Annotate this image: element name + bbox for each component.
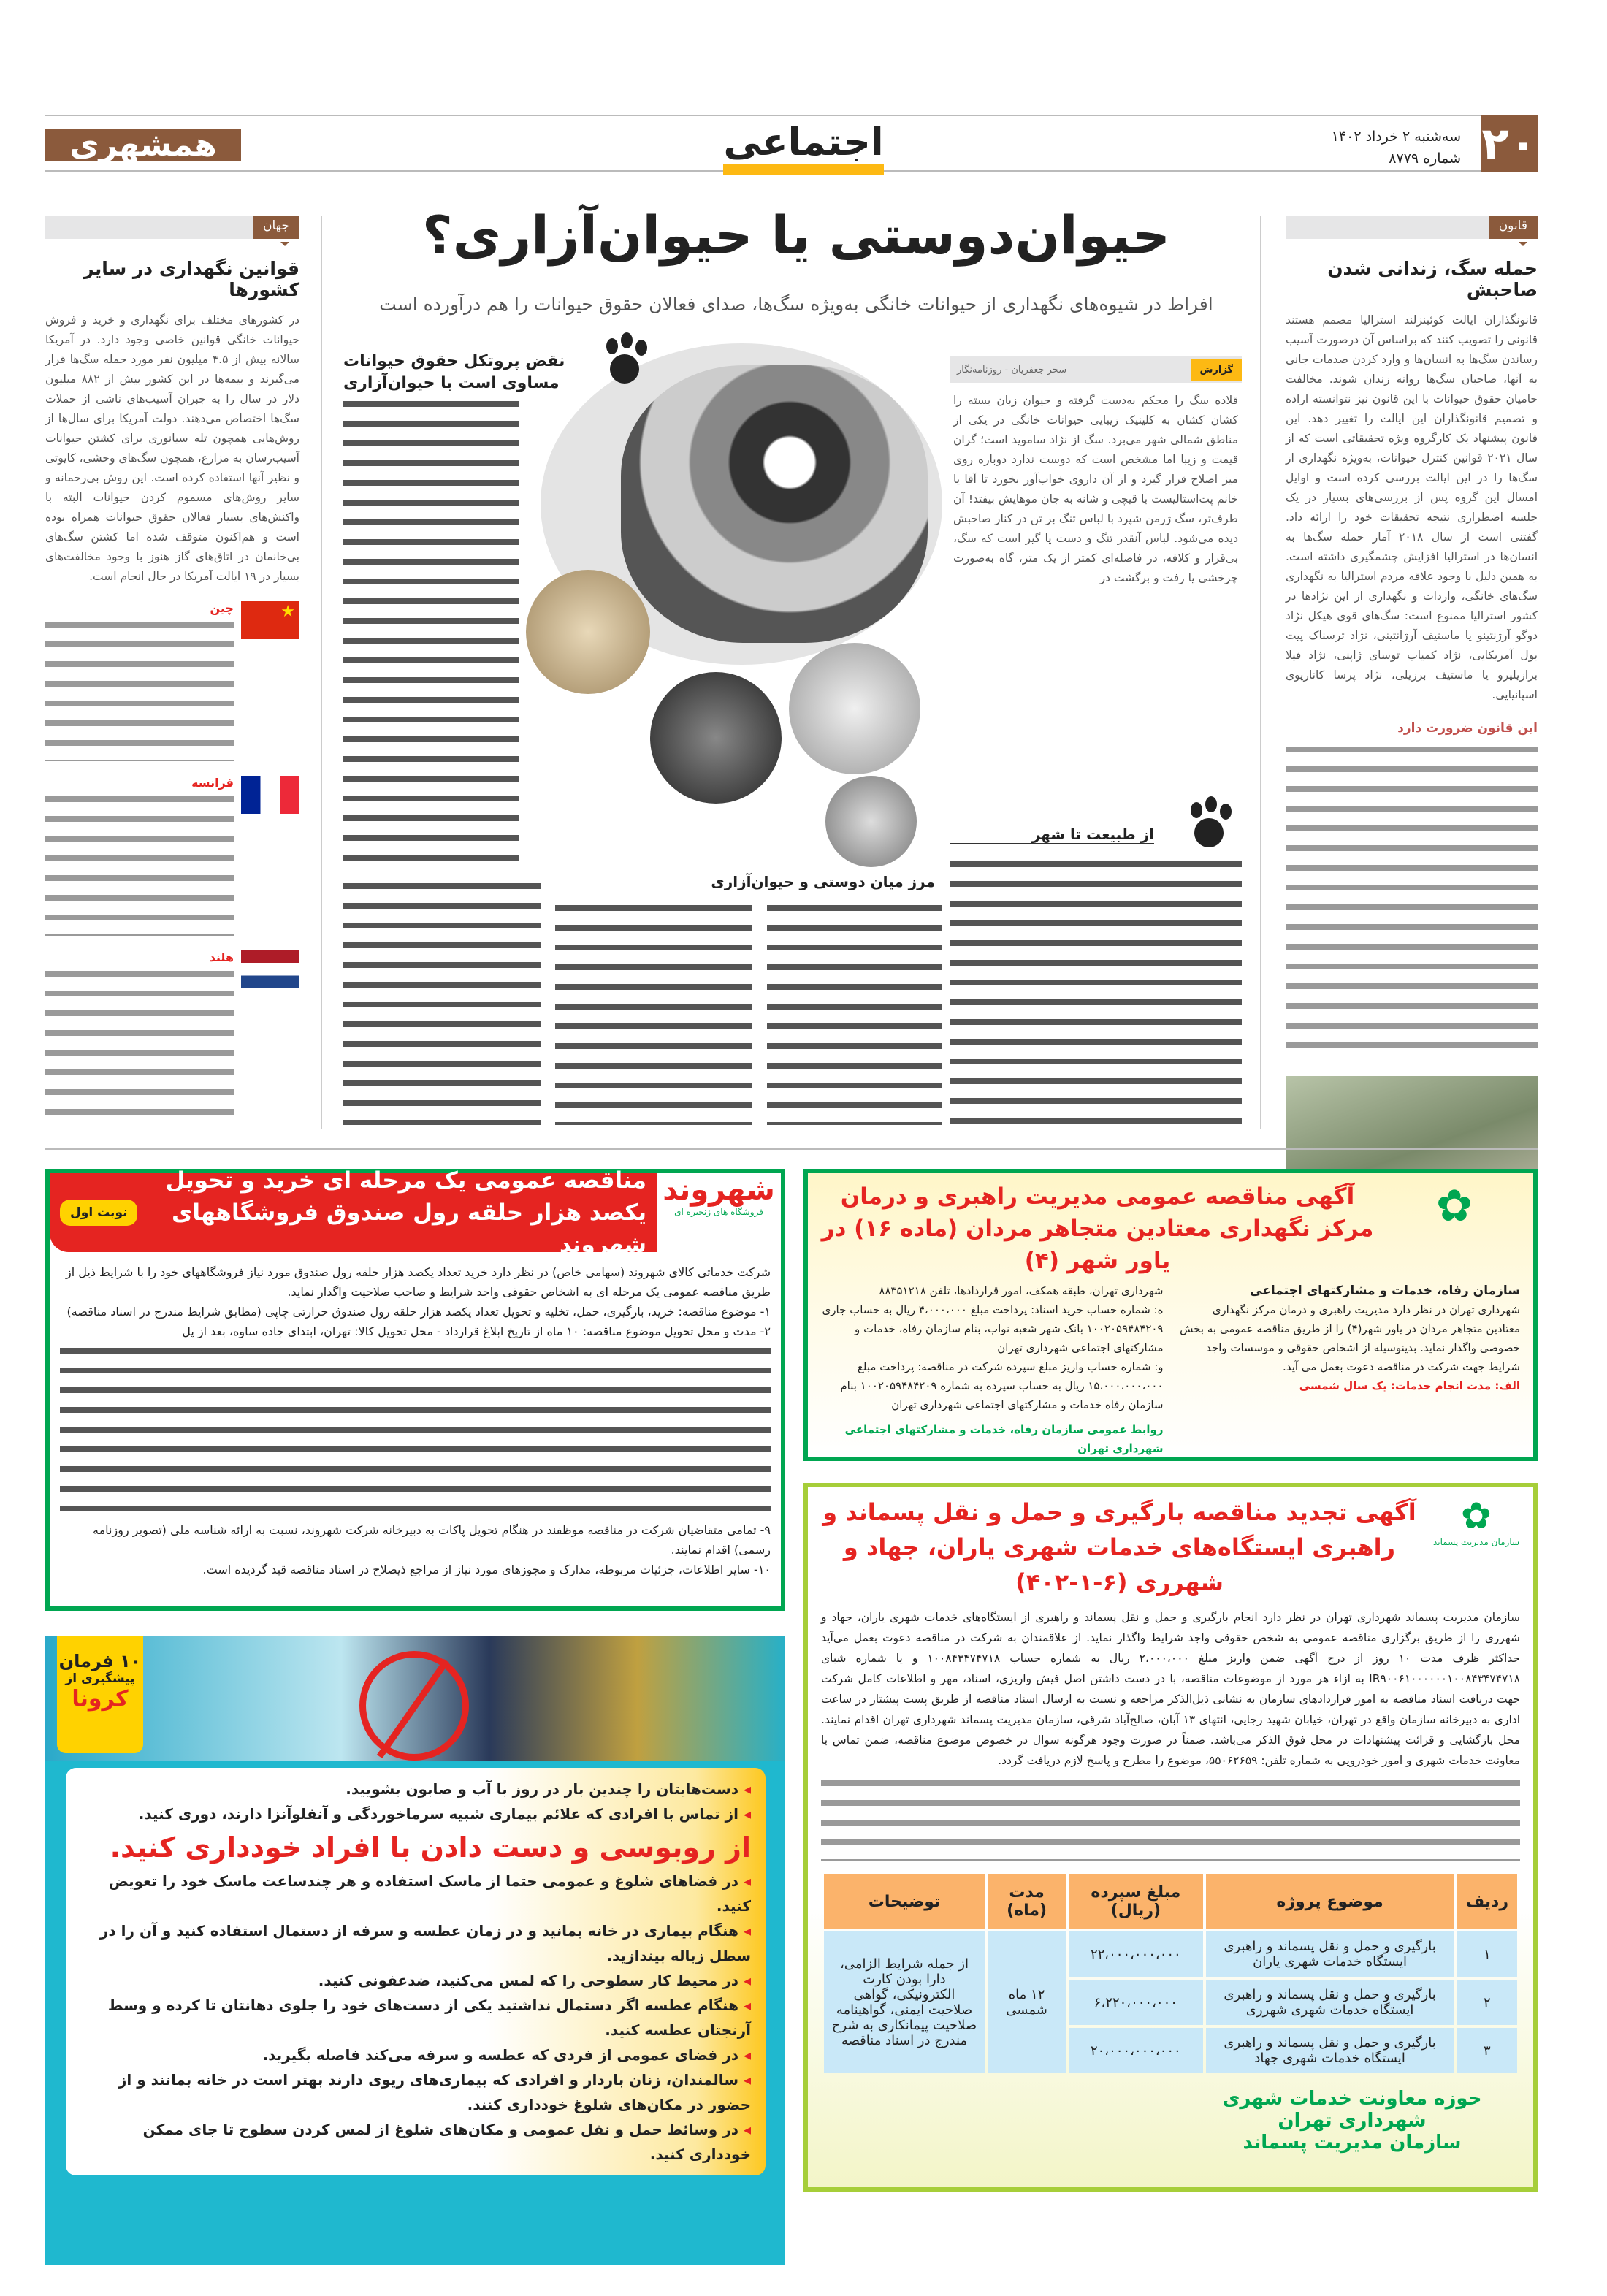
- ad-item: الف: مدت انجام خدمات: یک سال شمسی: [1299, 1379, 1520, 1392]
- column-divider: [1260, 216, 1261, 1129]
- main-subtitle: افراط در شیوه‌های نگهداری از حیوانات خانگی به‌ویژه سگ‌ها، صدای فعالان حقوق حیوانات را هم درآورده است: [379, 294, 1213, 315]
- newspaper-logo: همشهری: [45, 129, 241, 161]
- tip-item: ◂ دست‌هایتان را چندین بار در روز با آب و صابون بشویید.: [80, 1777, 751, 1801]
- ad-title: مناقصه عمومی یک مرحله ای خرید و تحویل یکصد هزار حلقه رول صندوق فروشگاههای شهروند: [165, 1167, 646, 1258]
- deposit-amount: ۲۰،۰۰۰،۰۰۰،۰۰۰: [1069, 2028, 1202, 2073]
- column-divider: [321, 216, 322, 1129]
- row-number: ۲: [1457, 1980, 1517, 2025]
- ad-body: [50, 1252, 781, 1590]
- subhead-border: مرز میان دوستی و حیوان‌آزاری: [711, 873, 935, 890]
- ad-col-left: [821, 1281, 1164, 1458]
- country-name: فرانسه: [191, 776, 234, 790]
- waste-logo: [1432, 1495, 1520, 1600]
- france-flag-icon: [241, 776, 299, 814]
- article-lead: قلاده سگ را محکم به‌دست گرفته و حیوان زبان بسته را کشان کشان به کلینیک زیبایی حیوانات خانگی در یکی از مناطق شمالی شهر می‌برد. سگ از نژاد ساموید است؛ گران قیمت و زیبا اما مشخص است که دوست ندارد دوباره روی میز اصلاح قرار گیرد و از آن داروی خواب‌آور بخورد تا آقا یا خانم پت‌استالیست با قیچی و شانه به جان موهایش بیفتد! آن طرف‌تر، سگ ژرمن شپرد با لباس تنگ بر تن در کنار صاحبش دیده می‌شود. لباس آنقدر تنگ و دست پا گیر است که سگ، بی‌قرار و کلافه، در فاصله‌ای کمتر از یک متر، گاه به‌صورت چرخشی یا رفت و برگشت در: [953, 394, 1238, 584]
- article-title: قوانین نگهداری در سایر کشورها: [83, 258, 299, 300]
- issue-number: شماره ۸۷۷۹: [1389, 150, 1461, 167]
- column-header: توضیحات: [824, 1874, 985, 1929]
- column-header: مبلغ سپرده (ریال): [1069, 1874, 1202, 1929]
- project-subject: بارگیری و حمل و نقل پسماند و راهبری ایستگاه خدمات شهری شهرری: [1206, 1980, 1454, 2025]
- paw-print-icon: [606, 332, 657, 384]
- no-handshake-icon: [359, 1651, 469, 1761]
- paw-print-icon: [1191, 796, 1242, 847]
- ads-divider: [45, 1148, 1538, 1150]
- netherlands-flag-icon: [241, 950, 299, 988]
- deposit-amount: ۶،۲۲۰،۰۰۰،۰۰۰: [1069, 1980, 1202, 2025]
- section-tag: [1286, 216, 1538, 239]
- tip-item: ◂ از تماس با افرادی که علائم بیماری شبیه سرماخوردگی و آنفلوآنزا دارند، دوری کنید.: [80, 1801, 751, 1826]
- tip-item: ◂ سالمندان، زنان باردار و افرادی که بیماری‌های ریوی دارند بهتر است در خانه بمانند و از حضور در مکان‌های شلوغ خودداری کنند.: [80, 2067, 751, 2117]
- footer-line: حوزه معاونت خدمات شهری شهرداری تهران: [1222, 2088, 1482, 2132]
- ad-corona: [45, 1636, 785, 2265]
- municipality-emblem-icon: ✿: [1461, 1495, 1492, 1537]
- ad-items-continued: [60, 1341, 771, 1520]
- article-title: حمله سگ، زندانی شدن صاحبش: [1327, 258, 1538, 300]
- ad-title: آگهی تجدید مناقصه بارگیری و حمل و نقل پسماند و راهبری ایستگاه‌های خدمات شهری یاران، جهاد و شهرری (۶-۱-۴۰۲): [822, 1498, 1416, 1596]
- article-body: [555, 899, 752, 1125]
- ad-item: ۲- مدت و محل تحویل موضوع مناقصه: ۱۰ ماه از تاریخ ابلاغ قرارداد - محل تحویل کالا: تهران، ابتدای جاده ساوه، بعد از پل: [182, 1324, 771, 1338]
- project-table: [821, 1872, 1520, 2076]
- section-label: اجتماعی: [723, 121, 883, 175]
- article-body-continued: [1286, 740, 1538, 1054]
- notes: از جمله شرایط الزامی، دارا بودن کارت الکترونیکی، گواهی صلاحیت ایمنی، گواهینامه صلاحیت پیمانکاری به شرح مندرج در اسناد مناقصه: [824, 1931, 985, 2073]
- tip-item: ◂ در فضاهای شلوغ و عمومی حتما از ماسک استفاده و هر چندساعت ماسک خود را تعویض کنید.: [80, 1869, 751, 1918]
- article-body: قانونگذاران ایالت کوئینزلند استرالیا مصمم هستند قانونی را تصویب کنند که براساس آن درصورت آسیب رساندن سگ‌ها به انسان‌ها و وارد کردن صدمات جانی به آنها، صاحبان سگ‌ها روانه زندان شوند. مخالفت حامیان حقوق حیوانات با این قانون نیز نتوانسته اراده و تصمیم قانونگذاران این ایالت را تغییر دهد. این قانون پیشنهاد یک کارگروه ویژه تحقیقاتی است که از سال ۲۰۲۱ قوانین کنترل حیوانات، به‌ویژه نگهداری از سگ‌ها را در این ایالت بررسی کرده است و اوایل امسال این گروه پس از بررسی‌های بسیار در یک جلسه اضطراری نتیجه تحقیقات خود را ارائه داد. گفتنی است از سال ۲۰۱۸ آمار حمله سگ‌ها به انسان‌ها در استرالیا افزایش چشمگیری داشته است. به همین دلیل با وجود علاقه مردم استرالیا به نگهداری سگ‌های خانگی، واردات و نگهداری از این نژادها در کشور استرالیا ممنوع است: سگ‌های قوی هیکل نژاد دوگو آرژنتینو یا ماستیف آرژانتینی، نژاد ترسناک پیت بول آمریکایی، نژاد کمیاب توسای ژاپنی، نژاد فیلا برازیلیرو یا ماستیف برزیلی، نژاد پرسا کاناریوی اسپانیایی.: [1286, 313, 1538, 701]
- page-number: ۲۰: [1481, 115, 1538, 172]
- welfare-logo: [1389, 1181, 1520, 1277]
- tip-item: ◂ در فضای عمومی از فردی که عطسه و سرفه می‌کند فاصله بگیرید.: [80, 2043, 751, 2067]
- country-name: هلند: [209, 950, 234, 964]
- shahrvand-logo: [657, 1173, 781, 1252]
- author-name: سحر جعفریان: [1011, 364, 1067, 375]
- ad-item: ۱۰- سایر اطلاعات، جزئیات مربوطه، مدارک و مجوزهای مورد نیاز از مراجع ذیصلاح در اسناد مناقصه قید گردیده است.: [202, 1563, 771, 1576]
- section-title: [657, 121, 950, 164]
- duration: ۱۲ ماه شمسی: [988, 1931, 1066, 2073]
- row-number: ۱: [1457, 1931, 1517, 1977]
- org-name: سازمان رفاه، خدمات و مشارکتهای اجتماعی: [1250, 1284, 1520, 1298]
- ad-intro: شرکت خدماتی کالای شهروند (سهامی خاص) در نظر دارد خرید تعداد یکصد هزار حلقه رول صندوق مورد نیاز فروشگاههای خود را با شرایط ذیل از طریق مناقصه عمومی یک مرحله ای به اشخاص حقوقی واجد شرایط و صاحب صلاحیت واگذار نماید.: [66, 1265, 771, 1299]
- country-china: [45, 601, 299, 761]
- article-body: [343, 877, 541, 1125]
- main-headline: حیوان‌دوستی یا حیوان‌آزاری؟: [421, 205, 1171, 266]
- ad-body: سازمان مدیریت پسماند شهرداری تهران در نظر دارد انجام بارگیری و حمل و نقل پسماند و راهبری از ایستگاه‌های خدمات شهری یاران، جهاد و شهرری را از طریق برگزاری مناقصه عمومی به شخص حقوقی واجد شرایط واگذار نماید. از علاقمندان به شرکت در مناقصه دعوت بعمل می‌آید حداکثر ظرف مدت ۱۰ روز از درج آگهی ضمن واریز مبلغ ۲،۰۰۰،۰۰۰ ریال به شماره حساب ۱۰۰۸۴۳۴۷۴۷۱۸ و یا شماره شبای IR۹۰۰۶۱۰۰۰۰۰۰۱۰۰۸۴۳۴۷۴۷۱۸ به ازاء هر مورد از موضوعات مناقصه، با در دست داشتن اصل فیش واریزی، اسناد، مهر و اطلاعات کامل شرکت جهت دریافت اسناد مناقصه به امور قراردادهای سازمان به نشانی ذیل‌الذکر مراجعه و نسبت به ارسال اسناد مناقصه از طریق پست پیشتاز در ساعت اداری به دبیرخانه سازمان واقع در تهران، خیابان شهید رجایی، انتهای ۱۳ آبان، صالح‌آباد شرقی، سازمان مدیریت پسماند شهرداری تهران اقدام نمایند. محل بازگشایی و قرائت پیشنهادات در محل فوق الذکر می‌باشد. ضمناً در صورت وجود هرگونه سوال در خصوص موضوع مناقصه، ضمن تماس با معاونت خدمات شهری و امور خودرویی به شماره تلفن: ۵۵۰۶۲۶۵۹، موضوع را مطرح و پاسخ لازم دریافت گردد.: [821, 1611, 1521, 1767]
- project-subject: بارگیری و حمل و نقل پسماند و راهبری ایستگاه خدمات شهری جهاد: [1206, 2028, 1454, 2073]
- badge-line: پیشگیری از: [65, 1671, 135, 1686]
- footer-line: سازمان مدیریت پسماند: [1243, 2132, 1462, 2154]
- deposit-amount: ۲۲،۰۰۰،۰۰۰،۰۰۰: [1069, 1931, 1202, 1977]
- section-tag: [45, 216, 299, 239]
- column-header: ردیف: [1457, 1874, 1517, 1929]
- table-row: [824, 1931, 1517, 1977]
- country-france: [45, 776, 299, 936]
- ad-item: و: شماره حساب واریز مبلغ سپرده شرکت در مناقصه: پرداخت مبلغ ۱۵،۰۰۰،۰۰۰،۰۰۰ ریال به حساب سپرده به شماره ۱۰۰۲۰۵۹۴۸۴۲۰۹ بنام سازمان رفاه خدمات و مشارکتهای اجتماعی شهرداری تهران: [840, 1360, 1164, 1411]
- badge-line: کرونا: [72, 1686, 129, 1712]
- subheading: این قانون ضرورت دارد: [1397, 721, 1538, 736]
- badge-line: ۱۰ فرمان: [58, 1651, 142, 1671]
- small-dogs-photo: [789, 643, 920, 774]
- article-body: [950, 855, 1242, 1125]
- country-text: [45, 615, 234, 761]
- column-header: مدت (ماه): [988, 1874, 1066, 1929]
- ad-item: ۱- موضوع مناقصه: خرید، بارگیری، حمل، تخلیه و تحویل تعداد یکصد هزار حلقه رول صندوق حرارتی چاپی (مطابق شرایط مندرج در اسناد مناقصه): [66, 1305, 771, 1319]
- ad-title: آگهی مناقصه عمومی مدیریت راهبری و درمان مرکز نگهداری معتادین متجاهر مردان (ماده ۱۶) در یاور شهر (۴): [821, 1183, 1374, 1274]
- article-body: [343, 394, 519, 862]
- golden-retriever-photo: [526, 570, 650, 694]
- subhead-nature: از طبیعت تا شهر: [950, 825, 1154, 844]
- issue-info: [1315, 126, 1461, 169]
- municipality-emblem-icon: ✿: [1435, 1181, 1473, 1232]
- tip-highlight: از روبوسی و دست دادن با افراد خودداری کنید.: [110, 1831, 751, 1864]
- country-text: [45, 790, 234, 936]
- husky-car-photo: [621, 365, 928, 643]
- brand-name: شهروند: [663, 1173, 775, 1207]
- left-column: [45, 216, 299, 1125]
- issue-date: سه‌شنبه ۲ خرداد ۱۴۰۲: [1331, 129, 1461, 145]
- column-header: موضوع پروژه: [1206, 1874, 1454, 1929]
- ad-intro: شهرداری تهران در نظر دارد مدیریت راهبری و درمان مرکز نگهداری معتادین متجاهر مردان در یاور شهر(۴) را از طریق مناقصه عمومی به بخش خصوصی واگذار نماید. بدینوسیله از اشخاص حقوقی و موسسات واجد شرایط جهت شرکت در مناقصه دعوت بعمل می آید.: [1180, 1303, 1520, 1373]
- ad-item: ۹- تمامی متقاضیان شرکت در مناقصه موظفند در هنگام تحویل پاکات به دبیرخانه شرکت شهروند، نسبت به ارائه شناسه ملی (تصویر روزنامه رسمی) اقدام نمایند.: [93, 1523, 771, 1557]
- right-column: [1286, 216, 1538, 1229]
- row-number: ۳: [1457, 2028, 1517, 2073]
- article-body: [767, 899, 942, 1125]
- tag-label: جهان: [253, 216, 299, 239]
- tip-item: ◂ در محیط کار سطوحی را که لمس می‌کنید، ضدعفونی کنید.: [80, 1968, 751, 1993]
- china-flag-icon: ★: [241, 601, 299, 639]
- project-subject: بارگیری و حمل و نقل پسماند و راهبری ایستگاه خدمات شهری یاران: [1206, 1931, 1454, 1977]
- subhead-protocol: نقض پروتکل حقوق حیوانات مساوی است با حیوان‌آزاری: [343, 352, 565, 392]
- tip-item: ◂ هنگام بیماری در خانه بمانید و در زمان عطسه و سرفه از دستمال استفاده کنید و آن را در سطل زباله بیندازید.: [80, 1918, 751, 1968]
- tip-item: ◂ در وسائط حمل و نقل عمومی و مکان‌های شلوغ از لمس کردن سطوح تا جای ممکن خودداری کنید.: [80, 2117, 751, 2167]
- top-rule: [45, 115, 1492, 116]
- table-header: [824, 1874, 1517, 1929]
- dog-in-car-photo: [825, 776, 917, 867]
- black-dog-photo: [650, 672, 782, 804]
- kicker: گزارش: [1191, 359, 1242, 381]
- round-badge: نوبت اول: [60, 1200, 137, 1226]
- ad-shahrvand-tender: [45, 1169, 785, 1611]
- author-role: روزنامه‌نگار: [957, 364, 1002, 375]
- ad-body-continued: [821, 1774, 1520, 1861]
- brand-sub: فروشگاه های زنجیره ای: [674, 1207, 763, 1217]
- ad-footer: [1169, 2088, 1520, 2154]
- tips-panel: [66, 1768, 766, 2175]
- org-name: سازمان مدیریت پسماند: [1432, 1537, 1520, 1547]
- ad-footer: روابط عمومی سازمان رفاه، خدمات و مشارکتهای اجتماعی شهرداری تهران: [844, 1423, 1164, 1455]
- ad-header: [50, 1167, 657, 1258]
- country-netherlands: [45, 950, 299, 1125]
- ad-welfare-tender: [804, 1169, 1538, 1461]
- corona-badge: [57, 1636, 143, 1753]
- ad-item: ه: شماره حساب خرید اسناد: پرداخت مبلغ ۴،۰۰۰،۰۰۰ ریال به حساب جاری ۱۰۰۲۰۵۹۴۸۴۲۰۹ بانک شهر شعبه نواب، بنام سازمان رفاه، خدمات و مشارکتهای اجتماعی شهرداری تهران: [822, 1303, 1164, 1354]
- author: سحر جعفریان - روزنامه‌نگار: [957, 364, 1067, 375]
- ad-address: شهرداری تهران، طبقه همکف، امور قراردادها، تلفن ۸۸۳۵۱۲۱۸: [879, 1284, 1164, 1297]
- ad-waste-tender: [804, 1483, 1538, 2192]
- country-name: چین: [210, 601, 234, 615]
- country-text: [45, 964, 234, 1125]
- tag-label: قانون: [1489, 216, 1538, 239]
- article-body: در کشورهای مختلف برای نگهداری و خرید و فروش حیوانات خانگی قوانین خاصی وجود دارد. در آمریکا سالانه بیش از ۴.۵ میلیون نفر مورد حمله سگ‌ها قرار می‌گیرند و بیمه‌ها در این کشور بیش از ۸۸۲ میلیون دلار در سال را به جبران آسیب‌های ناشی از حملات سگ‌ها اختصاص می‌دهند. دولت آمریکا برای سال‌ها از روش‌هایی همچون تله سیانوری برای کشتن حیوانات آسیب‌رسان به مزارع، همچون سگ‌های وحشی، کایوتی و نظیر آنها استفاده کرده است. این روش بی‌رحمانه و سایر روش‌های مسموم کردن حیوانات البته با واکنش‌های بسیار فعالان حقوق حیوانات همراه بوده است و هم‌اکنون متوقف شده اما کشتن سگ‌های بی‌خانمان در اتاق‌های گاز هنوز با وجود مخالفت‌های بسیار در ۱۹ ایالت آمریکا در حال انجام است.: [45, 313, 299, 583]
- byline: [950, 356, 1242, 383]
- ad-col-right: [1178, 1281, 1521, 1458]
- tip-item: ◂ هنگام عطسه اگر دستمال نداشتید یکی از دست‌های خود را جلوی دهانتان تا کرده و وسط آرنجتان عطسه کنید.: [80, 1993, 751, 2043]
